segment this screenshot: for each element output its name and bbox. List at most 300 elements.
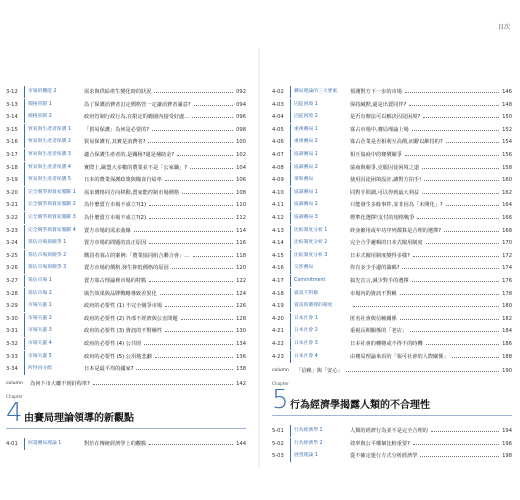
column-title: 為何下市大廳不到針程車?	[30, 380, 90, 387]
page-number: 106	[236, 177, 246, 184]
section-tag: 重複賽局 1	[290, 124, 348, 136]
section-number: 4-12	[272, 215, 284, 221]
section-number: 3-32	[6, 341, 18, 347]
section-title: 同對手問調,可以得到最大利益	[350, 189, 420, 196]
page-number: 172	[502, 252, 512, 259]
section-tag: 交涉賽局	[290, 262, 348, 274]
section-title: 對於在傳統經濟學上的觀點	[84, 440, 147, 447]
page-number: 114	[236, 227, 246, 234]
section-title: 相互協商中的賽價競爭	[350, 152, 402, 158]
page-number: 190	[502, 368, 512, 375]
LA-toc-row[interactable]	[2, 438, 248, 450]
L-toc-row[interactable]	[2, 351, 248, 363]
page-number: 148	[502, 101, 512, 108]
R-toc-row[interactable]	[268, 225, 514, 237]
page-number: 164	[502, 202, 512, 209]
page-number: 124	[236, 290, 246, 297]
R-toc-row[interactable]	[268, 187, 514, 199]
dot-leader	[194, 105, 233, 106]
dot-leader	[165, 180, 233, 181]
dot-leader	[134, 231, 233, 232]
section-tag: 寡佔市場 2	[24, 288, 82, 300]
page-number: 168	[502, 227, 512, 234]
section-title: 實際上,歐盟大多數的農業並不是「公家職」?	[84, 164, 187, 171]
dot-leader	[353, 306, 499, 307]
section-title: 政府的必要性 (1) 不完全競爭市場	[84, 303, 163, 310]
section-tag: 貿易與生產者保護 3	[24, 149, 82, 161]
L-toc-row[interactable]	[2, 288, 248, 300]
dot-leader	[193, 256, 233, 257]
section-title: 日本的農業保護政策與糧食自給率	[84, 177, 162, 184]
section-number: 3-21	[6, 202, 18, 209]
page-number: 144	[236, 440, 246, 447]
section-tag: 貿易與生產者保護 2	[24, 136, 82, 148]
section-tag: 貿易與生產者保護 1	[24, 124, 82, 136]
R-toc-row[interactable]	[268, 351, 514, 363]
section-number: 4-21	[272, 328, 284, 335]
chapter-rule	[6, 428, 246, 429]
section-tag: 貿易與生產者保護 4	[24, 162, 82, 174]
section-title: 市場內的資訊不對稱	[350, 290, 397, 297]
section-tag: 完全競爭與賣家壟斷 3	[24, 212, 82, 224]
page-number: 180	[502, 303, 512, 310]
section-number: 4-22	[272, 341, 284, 347]
section-title: 由賽局理論來看的「報可社會的人際關係」	[350, 353, 449, 360]
section-number: 4-01	[6, 440, 18, 447]
dot-leader	[409, 105, 499, 106]
section-tag: 協調賽局 2	[290, 199, 348, 211]
section-tag: 完全競爭與賣家壟斷 1	[24, 187, 82, 199]
section-number: 4-19	[272, 303, 284, 310]
section-number: 4-08	[272, 164, 284, 171]
dot-leader	[182, 193, 233, 194]
R-toc-row[interactable]	[268, 212, 514, 224]
page-number: 182	[502, 315, 512, 322]
section-number: 3-34	[6, 366, 18, 373]
page-number: 142	[236, 380, 246, 387]
section-tag: 寡佔市場 1	[24, 275, 82, 287]
dot-leader	[93, 384, 233, 385]
section-title: 賣方市場的需求曲線	[84, 227, 131, 234]
R-toc-row[interactable]	[268, 325, 514, 337]
section-number: 4-10	[272, 189, 284, 196]
L-toc-row[interactable]	[2, 136, 248, 148]
section-title: 日本式僱用制度變得多樣?	[350, 252, 410, 259]
section-title: 貿易保護有,其實是消費者?	[84, 139, 146, 146]
section-number: 4-03	[272, 101, 284, 108]
section-number: 3-24	[6, 240, 18, 247]
dot-leader	[410, 331, 499, 332]
dot-leader	[402, 268, 499, 269]
page-number: 096	[236, 114, 246, 121]
L-toc-row[interactable]	[2, 187, 248, 199]
section-title: 適合保護生產者的,是關稅?還是補助金?	[84, 152, 175, 158]
section-number: 4-11	[272, 202, 284, 209]
R-toc-row[interactable]	[268, 111, 514, 123]
dot-leader	[413, 256, 499, 257]
R-toc-row[interactable]	[268, 250, 514, 262]
dot-leader	[177, 155, 233, 156]
dot-leader	[452, 357, 499, 358]
R-toc-row[interactable]	[268, 174, 514, 186]
dot-leader	[412, 130, 499, 131]
page-number: 162	[502, 189, 512, 196]
section-tag: 日本社會 4	[290, 351, 348, 363]
page-number: 170	[502, 240, 512, 247]
L-toc-row[interactable]	[2, 338, 248, 350]
section-number: 4-17	[272, 278, 284, 284]
section-title: 日本社會的轉變或不得不的時機	[350, 341, 423, 347]
section-tag: 零和賽局	[290, 174, 348, 186]
dot-leader	[422, 193, 499, 194]
dot-leader	[172, 268, 233, 269]
section-number: 5-01	[272, 428, 284, 435]
section-title: 賣方市場的問題的真正原因	[84, 240, 147, 247]
section-title: 協商與競爭,克服囚徒困境之道	[350, 164, 420, 171]
L-toc-row[interactable]	[2, 250, 248, 262]
section-number: 3-29	[6, 303, 18, 310]
dot-leader	[424, 180, 499, 181]
section-tag: 寡佔市場與競爭 1	[24, 237, 82, 249]
R-toc-row[interactable]	[268, 300, 514, 312]
chapter-title: 行為經濟學揭露人類的不合理性	[290, 400, 430, 412]
page-number: 188	[502, 353, 512, 360]
RCH-chapter-heading[interactable]	[268, 381, 514, 421]
section-number: 3-14	[6, 114, 18, 121]
RA-toc-row[interactable]	[268, 425, 514, 437]
L-toc-row[interactable]	[2, 86, 248, 98]
section-title: 終身僱用或年功序列都算是合理的選擇?	[350, 227, 441, 234]
section-tag: 寡佔市場與競爭 3	[24, 262, 82, 274]
dot-leader	[181, 319, 233, 320]
section-tag: 比較制度分析 3	[290, 250, 348, 262]
dot-leader	[426, 344, 499, 345]
dot-leader	[422, 168, 499, 169]
page-number: 152	[502, 126, 512, 133]
page-number: 150	[502, 114, 512, 121]
section-title: 只能發生多餘事件,並非因為「未開化」?	[350, 202, 443, 209]
section-title: 是否有辦法可以解決囚徒困境?	[350, 114, 421, 121]
R-toc-row[interactable]	[268, 136, 514, 148]
page-number: 092	[236, 89, 246, 95]
section-title: 政府的必要性 (4) 公共財	[84, 341, 142, 347]
page-number: 112	[236, 215, 246, 221]
L-toc-row[interactable]	[2, 225, 248, 237]
dot-leader	[412, 281, 499, 282]
section-tag: 價格管制 1	[24, 99, 82, 111]
section-title: 購買者寡占的案例:「農業協同組合聯合會」…	[84, 252, 190, 259]
section-title: 寡占企業是否相利互高價,而辭以維持的?	[350, 139, 443, 146]
section-number: 3-33	[6, 353, 18, 360]
dot-leader	[400, 294, 499, 295]
section-tag: 協調賽局 2	[290, 162, 348, 174]
L-toc-row[interactable]	[2, 124, 248, 136]
section-tag: 市場失靈 4	[24, 338, 82, 350]
dot-leader	[405, 155, 499, 156]
section-number: 4-18	[272, 290, 284, 297]
section-number: 4-13	[272, 227, 284, 234]
section-tag: 何謂賽局理論 1	[24, 438, 82, 450]
page-number: 122	[236, 278, 246, 284]
page-number: 110	[236, 202, 246, 209]
section-title: 政府的必要性 (5) 公用地悲劇	[84, 353, 152, 360]
R-toc-row[interactable]	[268, 99, 514, 111]
section-tag: 日本社會 1	[290, 313, 348, 325]
page-number: 118	[236, 252, 246, 259]
section-tag: 協調賽局 1	[290, 149, 348, 161]
section-number: 4-06	[272, 139, 284, 146]
section-number: 3-26	[6, 265, 18, 272]
R-toc-row[interactable]	[268, 262, 514, 274]
chapter-rule	[272, 415, 512, 416]
dot-leader	[417, 218, 499, 219]
chapter-number: 5	[272, 385, 289, 416]
section-title: 為了保護消費者訂定價格管一定讓消費者滿意?	[84, 101, 191, 108]
page-number: 194	[502, 428, 512, 435]
section-number: 3-17	[6, 152, 18, 158]
section-tag: 協調賽局 3	[290, 212, 348, 224]
section-tag: 市場失靈 1	[24, 300, 82, 312]
section-tag: 行為經濟學 1	[290, 425, 348, 437]
section-tag: 日本社會 2	[290, 325, 348, 337]
section-tag: 寡佔市場與競爭 2	[24, 250, 82, 262]
L-toc-row[interactable]	[2, 237, 248, 249]
page-number: 108	[236, 189, 246, 196]
section-number: 4-16	[272, 265, 284, 272]
section-title: 政府管制行政行為,在限定的範圍內接受好處…	[84, 114, 190, 121]
dot-leader	[446, 205, 499, 206]
dot-leader	[426, 243, 499, 244]
dot-leader	[144, 344, 233, 345]
section-number: 5-03	[272, 453, 284, 460]
column-label: column	[6, 380, 23, 386]
column-label: column	[272, 368, 289, 374]
dot-leader	[136, 369, 233, 370]
page-number: 100	[236, 139, 246, 146]
section-title: 政府的必要性 (3) 資訊的不對稱性	[84, 328, 163, 335]
right-page	[268, 48, 518, 468]
section-tag: 賽局理論的三大要素	[290, 86, 348, 98]
RA-toc-row[interactable]	[268, 438, 514, 450]
L-toc-row[interactable]	[2, 313, 248, 325]
section-title: 為什麼賣方市場不成立?(2)	[84, 215, 146, 221]
page-number: 120	[236, 265, 246, 272]
R-toc-row[interactable]	[268, 124, 514, 136]
page-number: 166	[502, 215, 512, 221]
page-number: 158	[502, 164, 512, 171]
section-tag: 囚徒困境 1	[290, 99, 348, 111]
L-toc-row[interactable]	[2, 300, 248, 312]
dot-leader	[423, 117, 499, 118]
section-tag: 協調賽局 1	[290, 187, 348, 199]
chapter-label: Chapter	[272, 381, 289, 387]
section-tag: 重複賽局 2	[290, 136, 348, 148]
section-tag: 資訊與選擇的制度	[290, 300, 348, 312]
section-title: 重視長期關係的「老店」	[350, 328, 408, 335]
section-tag: 囚徒困境 2	[290, 111, 348, 123]
dot-leader	[155, 357, 233, 358]
section-title: 預測對方下一步的市場	[350, 89, 402, 95]
section-number: 4-02	[272, 89, 284, 95]
R-toc-row[interactable]	[268, 86, 514, 98]
dot-leader	[420, 456, 499, 457]
section-number: 3-20	[6, 189, 18, 196]
R-toc-row[interactable]	[268, 288, 514, 300]
section-tag: 比較制度分析 2	[290, 237, 348, 249]
dot-leader	[152, 130, 233, 131]
section-title: 你有多少手邊的籌碼?	[350, 265, 400, 272]
section-title: 搞先宣言,減少對手的選擇	[350, 278, 409, 284]
page-number: 116	[236, 240, 246, 247]
R-toc-row[interactable]	[268, 338, 514, 350]
RA-toc-row[interactable]	[268, 450, 514, 462]
section-number: 4-15	[272, 252, 284, 259]
section-number: 3-18	[6, 164, 18, 171]
section-number: 3-30	[6, 315, 18, 322]
book-spine	[258, 48, 260, 468]
section-number: 4-05	[272, 126, 284, 133]
section-tag: 行為經濟學 2	[290, 438, 348, 450]
section-title: 標準化選擇!支付的規格戰爭	[350, 215, 415, 221]
section-title: 賣方市場的價格,發生抑低價格的原因	[84, 265, 169, 272]
section-number: 3-12	[6, 89, 18, 95]
left-page	[2, 48, 252, 468]
dot-leader	[400, 319, 499, 320]
L-toc-row[interactable]	[2, 212, 248, 224]
page-number: 102	[236, 152, 246, 158]
section-number: 4-14	[272, 240, 284, 247]
section-title: 賣方寡占理論裡市場的特點	[84, 278, 147, 284]
RC-column-row[interactable]	[268, 365, 514, 377]
dot-leader	[160, 294, 233, 295]
LC-column-row[interactable]	[2, 378, 248, 390]
section-number: 4-20	[272, 315, 284, 322]
page-number: 160	[502, 177, 512, 184]
dot-leader	[431, 431, 499, 432]
L-toc-row[interactable]	[2, 149, 248, 161]
dot-leader	[148, 142, 233, 143]
section-tag: 展望理論 1	[290, 450, 348, 462]
LCH-chapter-heading[interactable]	[2, 394, 248, 434]
page-number: 156	[502, 152, 512, 158]
column-title: 「信賴」與「安心」	[296, 368, 343, 375]
page-number: 136	[236, 353, 246, 360]
section-title: 寡占市場中,賽局理論上場	[350, 126, 409, 133]
dot-leader	[405, 92, 499, 93]
section-tag: Commitment	[290, 275, 348, 287]
section-title: 廣告效果與品牌戰略導致差異化	[84, 290, 157, 297]
page-number: 104	[236, 164, 246, 171]
dot-leader	[149, 281, 233, 282]
section-tag: 市場失靈 3	[24, 325, 82, 337]
L-toc-row[interactable]	[2, 199, 248, 211]
section-number: 3-16	[6, 139, 18, 146]
page-number: 130	[236, 328, 246, 335]
section-title: 從不確定運行方式分析經濟學	[350, 453, 418, 460]
page-number: 094	[236, 101, 246, 108]
section-title: 「貿易保護」為何是必要的?	[84, 126, 150, 133]
dot-leader	[190, 168, 233, 169]
page-number: 126	[236, 303, 246, 310]
section-number: 3-15	[6, 126, 18, 133]
section-number: 3-22	[6, 215, 18, 221]
section-tag: 價格管制 2	[24, 111, 82, 123]
section-number: 3-23	[6, 227, 18, 234]
section-number: 3-27	[6, 278, 18, 284]
dot-leader	[165, 306, 233, 307]
section-tag: 市場失靈 2	[24, 313, 82, 325]
page-number: 134	[236, 341, 246, 347]
L-toc-row[interactable]	[2, 363, 248, 375]
dot-leader	[165, 331, 233, 332]
section-tag: 貿易與生產者保護 5	[24, 174, 82, 186]
page-number: 146	[502, 89, 512, 95]
L-toc-row[interactable]	[2, 275, 248, 287]
L-toc-row[interactable]	[2, 99, 248, 111]
dot-leader	[444, 231, 499, 232]
section-title: 需求價格同方向移動,賣家能控制市場價格	[84, 189, 180, 196]
dot-leader	[149, 444, 233, 445]
dot-leader	[346, 371, 499, 372]
section-number: 3-13	[6, 101, 18, 108]
chapter-number: 4	[6, 397, 23, 428]
section-title: 效率與公平哪個比較重要?	[350, 440, 410, 447]
R-toc-row[interactable]	[268, 313, 514, 325]
section-title: 匿名社會與信賴關係	[350, 315, 397, 322]
page-number: 098	[236, 126, 246, 133]
R-toc-row[interactable]	[268, 149, 514, 161]
section-number: 4-23	[272, 353, 284, 360]
L-toc-row[interactable]	[2, 174, 248, 186]
page-number: 178	[502, 290, 512, 297]
page-number: 154	[502, 139, 512, 146]
page-number: 174	[502, 265, 512, 272]
L-toc-row[interactable]	[2, 111, 248, 123]
section-number: 3-25	[6, 252, 18, 259]
dot-leader	[149, 218, 233, 219]
section-title: 日本是最平均的國家?	[84, 366, 134, 373]
L-toc-row[interactable]	[2, 325, 248, 337]
R-toc-row[interactable]	[268, 275, 514, 287]
dot-leader	[446, 142, 499, 143]
section-tag: 市場的機能 2	[24, 86, 82, 98]
section-title: 為什麼賣方市場不成立?(1)	[84, 202, 146, 209]
section-tag: 所得再分配	[24, 363, 82, 375]
section-title: 使用囚徒困境設計,讓對方拍手!	[350, 177, 422, 184]
L-toc-row[interactable]	[2, 162, 248, 174]
dot-leader	[149, 243, 233, 244]
section-title: 保持緘默,還是出賣同伴?	[350, 101, 407, 108]
page-number: 176	[502, 278, 512, 284]
section-title: 人類的經濟行為並不是完全合理的	[350, 428, 428, 435]
section-tag: 完全競爭與賣家壟斷 4	[24, 225, 82, 237]
section-number: 3-28	[6, 290, 18, 297]
section-tag: 日本社會 3	[290, 338, 348, 350]
R-toc-row[interactable]	[268, 237, 514, 249]
dot-leader	[149, 205, 233, 206]
L-toc-row[interactable]	[2, 262, 248, 274]
section-title: 需求與供給產生變化時的狀況	[84, 89, 152, 95]
section-number: 3-19	[6, 177, 18, 184]
section-title: 政府的必要性 (2) 外部不經濟與公害問題	[84, 315, 178, 322]
section-tag: 比較制度分析 1	[290, 225, 348, 237]
section-title: 完全合乎邏輯的日本式僱用制度	[350, 240, 423, 247]
section-number: 4-04	[272, 114, 284, 121]
section-tag: 完全競爭與賣家壟斷 2	[24, 199, 82, 211]
dot-leader	[413, 444, 499, 445]
R-toc-row[interactable]	[268, 162, 514, 174]
R-toc-row[interactable]	[268, 199, 514, 211]
